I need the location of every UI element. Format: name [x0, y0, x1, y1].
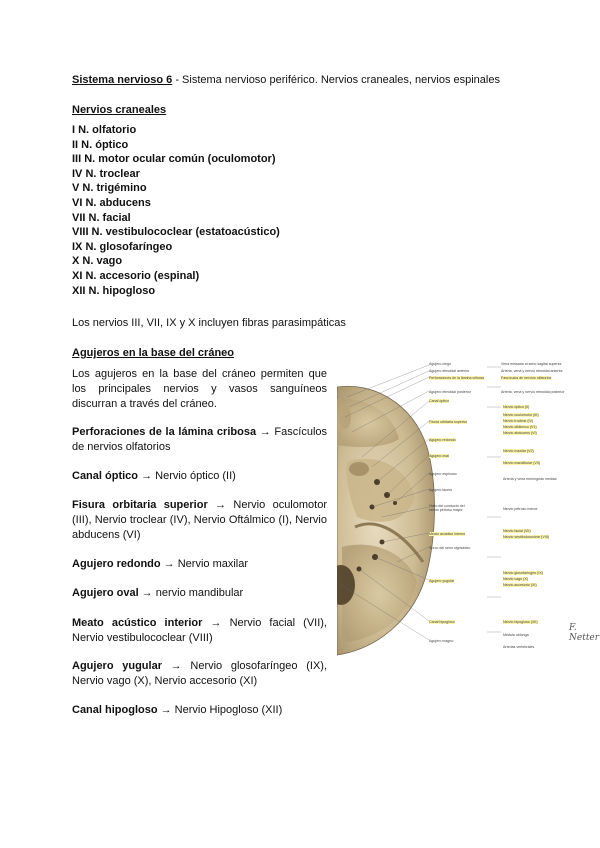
foramen-desc: → Nervio oculomotor (III), Nervio troclear (IV), Nervio Oftálmico (I), Nervio abducens (VI)	[72, 499, 327, 541]
figure-label: Nervio maxilar (V2)	[503, 449, 534, 453]
foramen-name: Canal óptico	[72, 470, 139, 482]
figure-label: Arteria, vena y nervio etmoidal anterior	[501, 369, 563, 373]
foramen-item	[72, 498, 327, 543]
figure-label: Meato acústico interno	[429, 532, 466, 536]
foramen-item	[72, 586, 327, 601]
foramina-intro: Los agujeros en la base del cráneo permiten que los principales nervios y vasos sanguíneos discurran a través del cráneo.	[72, 368, 327, 410]
figure-label: Nervio facial (VII)	[503, 529, 531, 533]
list-item: IV N. troclear	[72, 167, 140, 180]
foramen-desc: → Fascículos de nervios olfatorios	[72, 426, 328, 453]
foramina-heading-text: Agujeros en la base del cráneo	[72, 347, 235, 359]
parasympathetic-note: Los nervios III, VII, IX y X incluyen fibras parasimpáticas	[72, 317, 346, 329]
figure-label: Arteria y vena meníngeas medias	[503, 477, 557, 481]
foramen-item	[72, 469, 327, 484]
figure-label: Nervio óptico (II)	[503, 405, 530, 409]
figure-label: Agujero yugular	[429, 579, 455, 583]
foramen-name: Perforaciones de la lámina cribosa	[72, 426, 257, 438]
cranial-nerves-heading	[72, 103, 166, 117]
foramen-name: Agujero redondo	[72, 558, 161, 570]
foramen-item	[72, 659, 327, 689]
figure-label: Nervio hipogloso (XII)	[503, 620, 538, 624]
figure-label: Fisura orbitaria superior	[429, 420, 467, 424]
list-item: XI N. accesorio (espinal)	[72, 269, 200, 282]
foramen-desc: → nervio mandibular	[138, 587, 244, 599]
document-title: Sistema nervioso 6	[72, 74, 173, 86]
foramen-desc: → Nervio facial (VII), Nervio vestibulococlear (VIII)	[72, 617, 327, 644]
list-item: VI N. abducens	[72, 196, 151, 209]
figure-label: Perforaciones de la lámina cribosa	[429, 376, 485, 380]
figure-label: Agujero magno	[429, 639, 454, 643]
foramen-item	[72, 616, 327, 646]
foramen-name: Canal hipogloso	[72, 704, 158, 716]
figure-label: Agujero espinoso	[429, 472, 457, 476]
list-item: IX N. glosofaríngeo	[72, 240, 173, 253]
figure-label: Nervio accesorio (XI)	[503, 583, 537, 587]
list-item: II N. óptico	[72, 138, 129, 151]
list-item: III N. motor ocular común (oculomotor)	[72, 153, 276, 166]
figure-label: Arterias vertebrales	[503, 645, 535, 649]
foramen-item	[72, 425, 327, 455]
figure-label: Nervio vago (X)	[503, 577, 528, 581]
document-subtitle: - Sistema nervioso periférico. Nervios craneales, nervios espinales	[172, 74, 500, 86]
list-item: V N. trigémino	[72, 182, 147, 195]
foramen-name: Meato acústico interior	[72, 617, 203, 629]
foramen-desc: → Nervio óptico (II)	[138, 470, 236, 482]
list-item: I N. olfatorio	[72, 124, 137, 136]
cranial-nerves-heading-text: Nervios craneales	[72, 104, 167, 116]
list-item: VII N. facial	[72, 211, 131, 224]
figure-label: Nervio troclear (IV)	[503, 419, 534, 423]
list-item: VIII N. vestibulococlear (estatoacústico)	[72, 226, 280, 239]
foramen-desc: → Nervio maxilar	[160, 558, 249, 570]
foramen-name: Fisura orbitaria superior	[72, 499, 208, 511]
foramen-name: Agujero oval	[72, 587, 139, 599]
figure-label: Agujero redondo	[429, 438, 456, 442]
figure-label: Nervio petroso menor	[503, 507, 538, 511]
foramen-name: Agujero yugular	[72, 660, 162, 672]
foramina-heading	[72, 346, 234, 360]
figure-label: Nervio oculomotor (III)	[503, 413, 539, 417]
figure-label: Fascículos de nervios olfatorios	[501, 376, 552, 380]
foramen-desc: → Nervio Hipogloso (XII)	[157, 704, 283, 716]
figure-label: Nervio vestibulococlear (VIII)	[503, 535, 549, 539]
foramen-item	[72, 557, 327, 572]
list-item: XII N. hipogloso	[72, 284, 156, 297]
figure-label: Nervio abducens (VI)	[503, 431, 537, 435]
figure-label: Nervio oftálmico (V1)	[503, 425, 537, 429]
cranial-nerves-list	[72, 123, 280, 298]
figure-label: Nervio glosofaríngeo (IX)	[503, 571, 543, 575]
artist-signature: F. Netter	[569, 623, 600, 643]
figure-label: Agujero etmoidal posterior	[429, 390, 471, 394]
figure-label: Médula oblonga	[503, 633, 529, 637]
foramen-item	[72, 703, 327, 718]
figure-label: Hiato del conducto del nervio petroso mayor	[429, 504, 465, 512]
figure-label: Agujero etmoidal anterior	[429, 369, 470, 373]
figure-label: Nervio mandibular (V3)	[503, 461, 540, 465]
figure-label: Vena emisaria al seno sagital superior	[501, 362, 562, 366]
foramen-desc: → Nervio glosofaríngeo (IX), Nervio vago (X), Nervio accesorio (XI)	[72, 660, 327, 687]
figure-label: Arteria, vena y nervio etmoidal posterior	[501, 390, 565, 394]
list-item: X N. vago	[72, 255, 123, 268]
figure-label: Agujero lácero	[429, 488, 453, 492]
figure-label: Agujero ciego	[429, 362, 451, 366]
figure-label: Agujero oval	[429, 454, 449, 458]
figure-label: Canal hipogloso	[429, 620, 455, 624]
document-header	[72, 73, 500, 87]
figure-label: Surco del seno sigmoideo	[429, 546, 471, 550]
skull-base-figure	[337, 357, 600, 659]
figure-label: Canal óptico	[429, 399, 449, 403]
